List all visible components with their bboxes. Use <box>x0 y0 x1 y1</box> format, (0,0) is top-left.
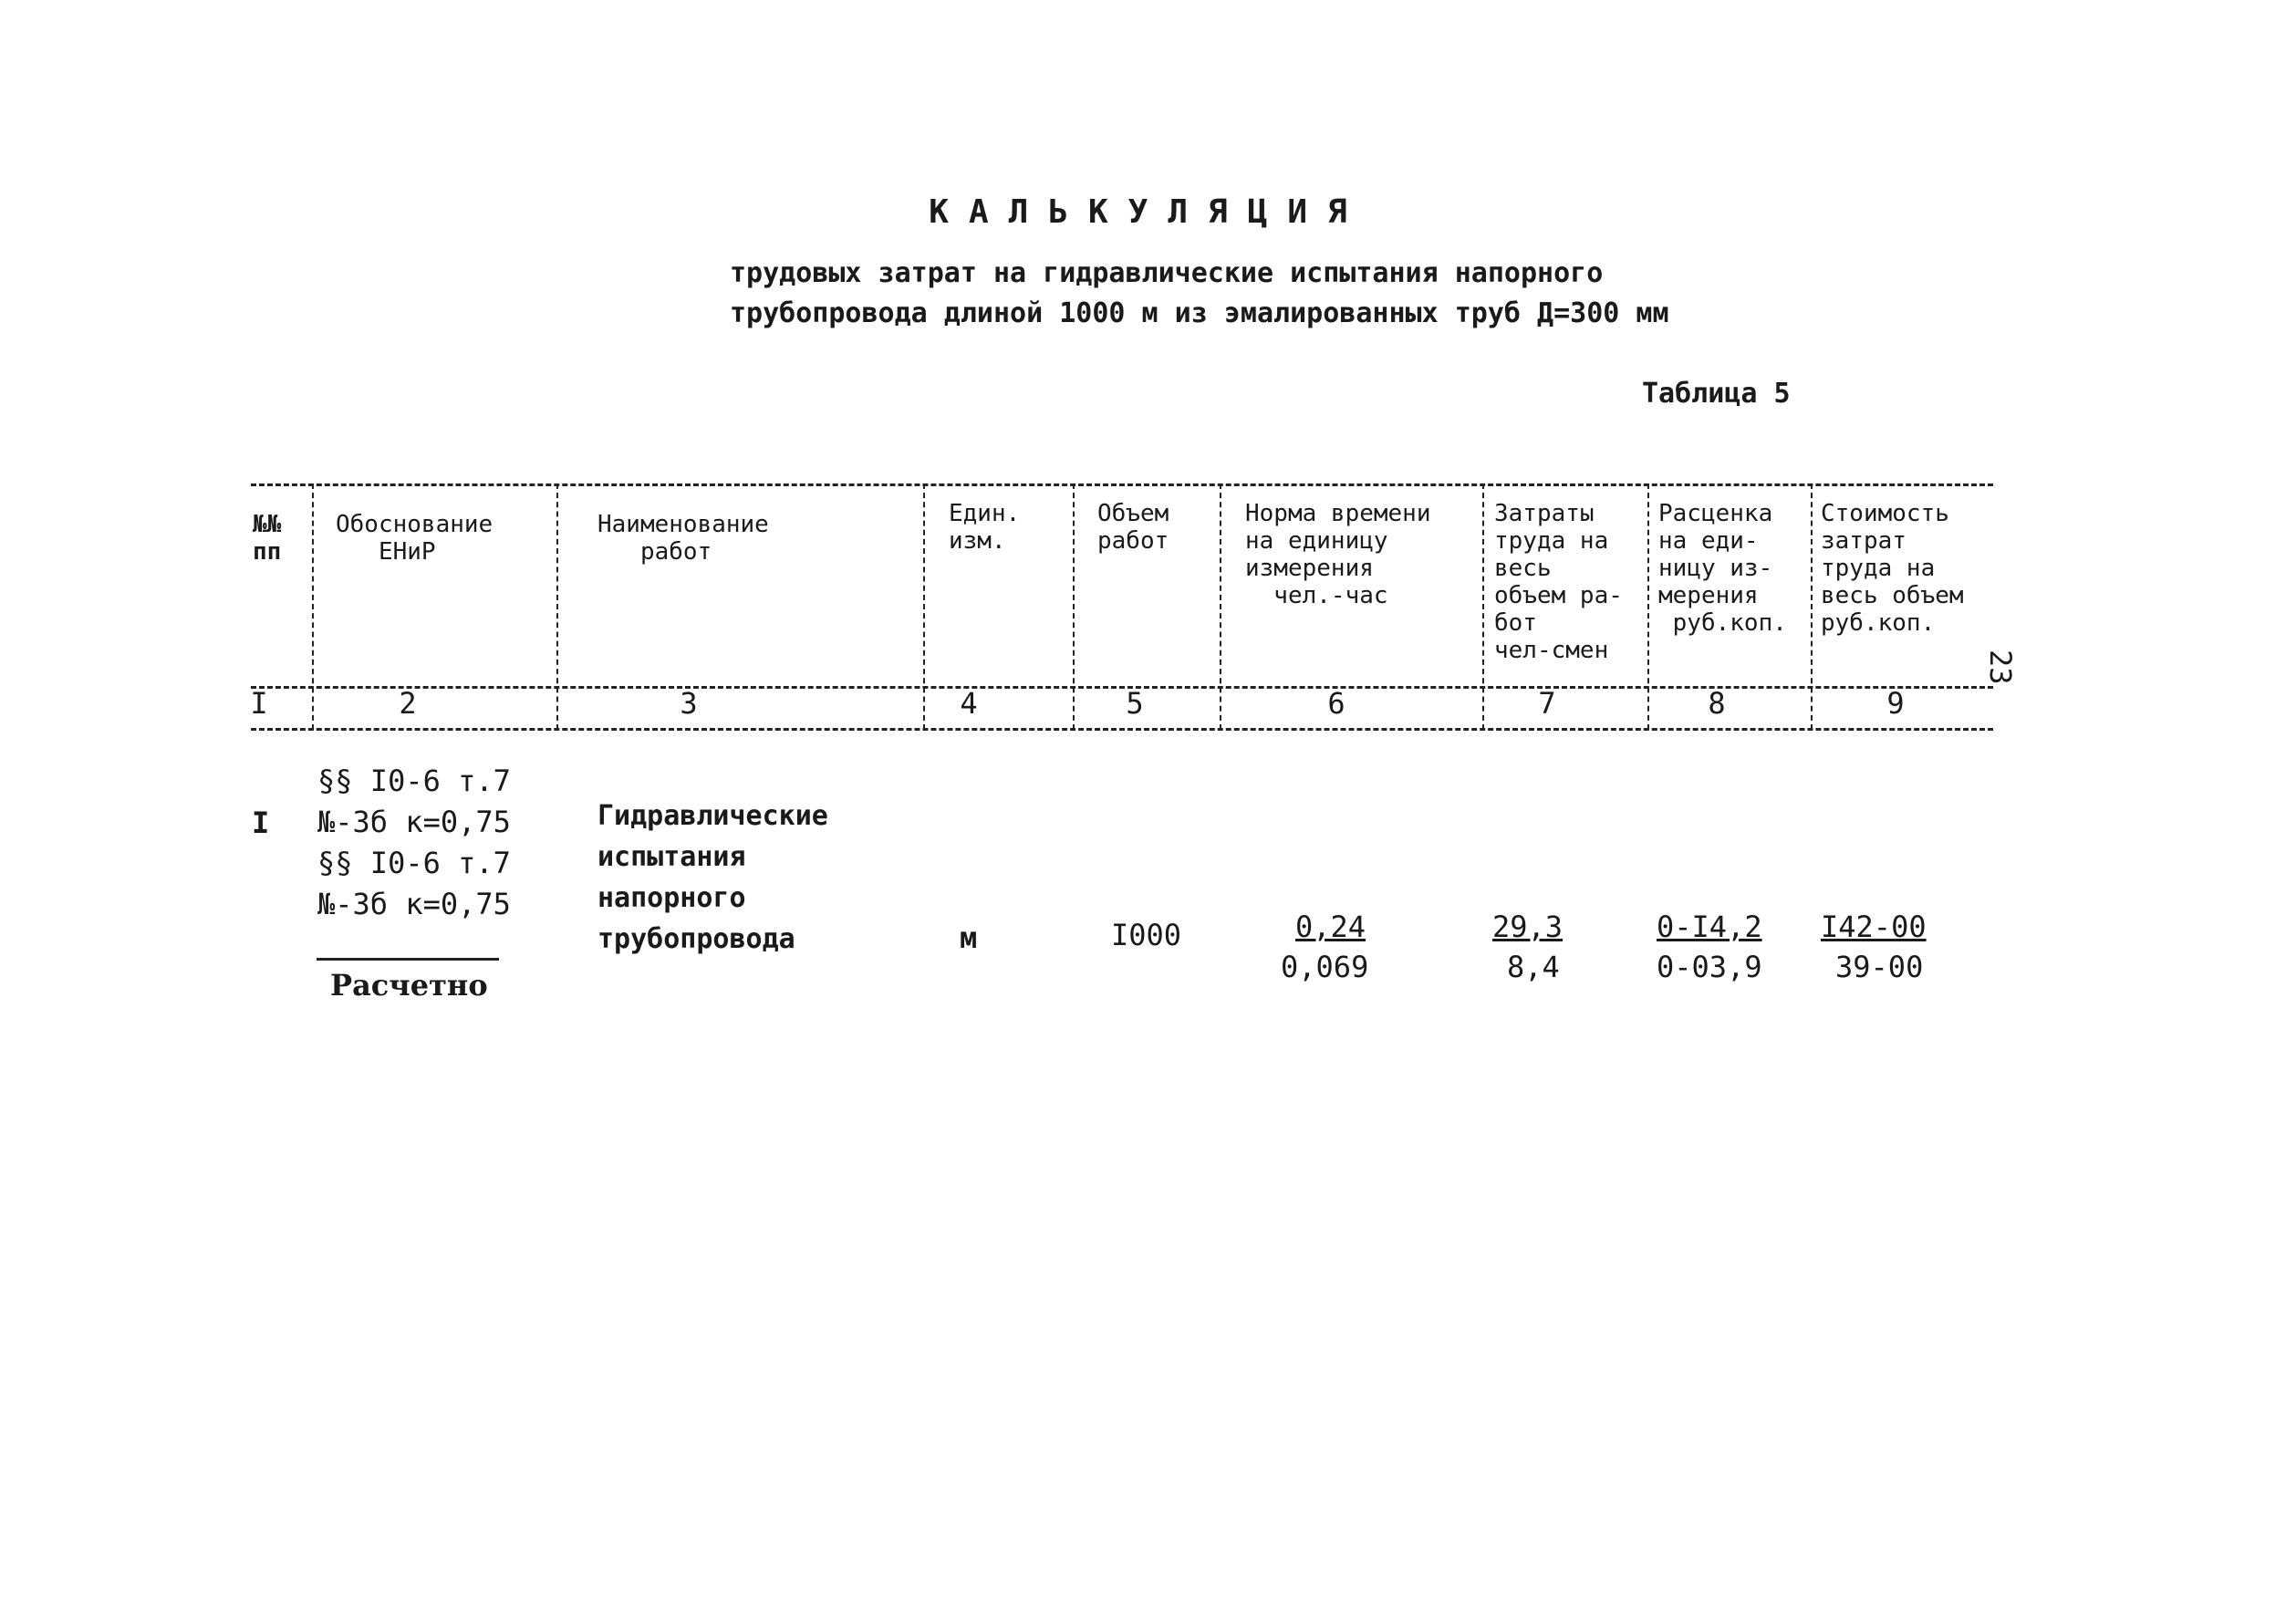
table-label: Таблица 5 <box>1642 378 1791 410</box>
column-number: 2 <box>399 686 417 721</box>
row-norm-bottom: 0,069 <box>1281 950 1369 984</box>
column-number: I <box>250 686 268 721</box>
row-norm-top: 0,24 <box>1295 909 1366 944</box>
column-number-rule <box>251 728 1993 731</box>
col-divider <box>1811 483 1813 730</box>
column-number: 6 <box>1327 686 1345 721</box>
row-basis-note: Расчетно <box>330 968 488 1003</box>
table-top-rule <box>251 483 1993 486</box>
col-divider <box>1647 483 1649 730</box>
col-divider <box>1220 483 1221 730</box>
subtitle-line-2: трубопровода длиной 1000 м из эмалированных труб Д=300 мм <box>730 297 1669 329</box>
row-labor-bottom: 8,4 <box>1507 950 1560 984</box>
row-labor-top: 29,3 <box>1492 909 1564 944</box>
basis-divider <box>317 958 499 961</box>
document-title: КАЛЬКУЛЯЦИЯ <box>929 193 1367 231</box>
row-cost-bottom: 39-00 <box>1835 950 1924 984</box>
header-unit: Един. изм. <box>949 500 1021 555</box>
row-volume: I000 <box>1111 918 1182 952</box>
row-number: I <box>252 806 270 840</box>
row-cost-top: I42-00 <box>1821 909 1927 944</box>
column-number: 5 <box>1126 686 1144 721</box>
col-divider <box>1482 483 1484 730</box>
header-number: №№ пп <box>253 511 282 566</box>
col-divider <box>556 483 558 730</box>
header-labor-cost: Затраты труда на весь объем ра- бот чел-смен <box>1494 500 1623 664</box>
header-total-cost: Стоимость затрат труда на весь объем руб.коп. <box>1821 500 1964 637</box>
header-rate: Расценка на еди- ницу из- мерения руб.коп. <box>1658 500 1787 637</box>
col-divider <box>923 483 925 730</box>
header-time-norm: Норма времени на единицу измерения чел.-час <box>1245 500 1431 609</box>
column-number: 3 <box>680 686 698 721</box>
column-number: 4 <box>960 686 978 721</box>
col-divider <box>312 483 314 730</box>
column-number: 9 <box>1886 686 1905 721</box>
row-rate-top: 0-I4,2 <box>1657 909 1762 944</box>
header-work-name: Наименование работ <box>597 511 769 566</box>
row-rate-bottom: 0-03,9 <box>1657 950 1762 984</box>
column-number: 7 <box>1538 686 1556 721</box>
header-basis: Обоснование ЕНиР <box>336 511 493 566</box>
row-unit: м <box>960 920 978 955</box>
row-work-name: Гидравлические испытания напорного трубопровода <box>597 800 828 955</box>
col-divider <box>1073 483 1075 730</box>
page-number: 23 <box>1983 650 2018 685</box>
header-volume: Объем работ <box>1097 500 1169 555</box>
column-number: 8 <box>1708 686 1726 721</box>
subtitle-line-1: трудовых затрат на гидравлические испытания напорного <box>730 257 1604 289</box>
row-basis: §§ I0-6 т.7 №-3б к=0,75 §§ I0-6 т.7 №-3б к=0,75 <box>317 764 511 921</box>
